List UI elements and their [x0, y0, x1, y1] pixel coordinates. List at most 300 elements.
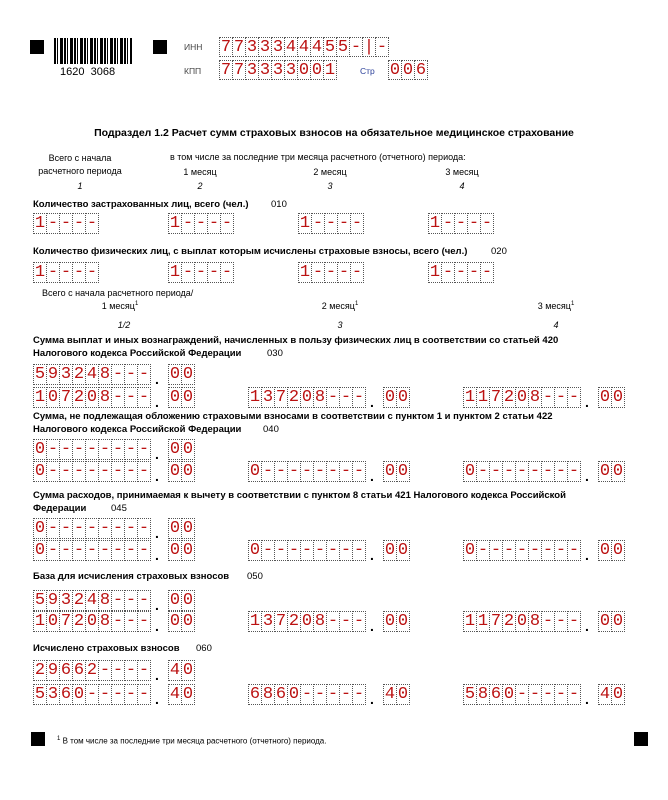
char-cell: -: [351, 214, 363, 233]
char-cell: -: [275, 462, 287, 481]
char-cell: -: [568, 388, 580, 407]
char-cell: -: [99, 440, 111, 459]
footnote-ref: 1: [354, 301, 359, 307]
char-cell: -: [125, 440, 137, 459]
char-cell: -: [503, 541, 515, 560]
char-cell: 0: [34, 440, 46, 459]
mid-col3-month: [496, 301, 616, 311]
char-cell: -: [340, 612, 352, 631]
char-cell: -: [221, 214, 233, 233]
char-cell: -: [125, 685, 137, 704]
decimal-point: .: [155, 667, 159, 683]
row-010-col4[interactable]: [428, 213, 494, 234]
char-cell: -: [125, 541, 137, 560]
char-cell: 0: [599, 462, 611, 481]
char-cell: 0: [182, 462, 194, 481]
char-cell: -: [138, 591, 150, 610]
char-cell: 0: [397, 462, 409, 481]
char-cell: -: [325, 214, 337, 233]
char-cell: 0: [384, 541, 396, 560]
amount-integer[interactable]: [33, 364, 151, 385]
char-cell: -: [503, 462, 515, 481]
char-cell: -: [138, 685, 150, 704]
month1-header: 1 месяц: [183, 167, 217, 177]
char-cell: -: [288, 541, 300, 560]
char-cell: 0: [169, 519, 181, 538]
char-cell: -: [125, 462, 137, 481]
char-cell: 8: [477, 685, 489, 704]
barcode-right-digits: 3068: [90, 66, 116, 78]
char-cell: 0: [397, 388, 409, 407]
decimal-point: .: [155, 468, 159, 484]
char-cell: 2: [86, 661, 98, 680]
char-cell: -: [314, 685, 326, 704]
char-cell: -: [73, 519, 85, 538]
char-cell: 8: [262, 685, 274, 704]
char-cell: -: [86, 462, 98, 481]
row-030-label-line1: Сумма выплат и иных вознаграждений, начисленных в пользу физических лиц в соответствии со статьей 420: [33, 335, 559, 346]
char-cell: -: [138, 365, 150, 384]
char-cell: -: [327, 685, 339, 704]
char-cell: -: [351, 263, 363, 282]
char-cell: 0: [47, 612, 59, 631]
row-010-col3[interactable]: [298, 213, 364, 234]
char-cell: -: [60, 462, 72, 481]
corner-marker: [634, 732, 648, 746]
char-cell: 6: [415, 61, 427, 80]
char-cell: 0: [311, 61, 323, 80]
char-cell: 7: [490, 388, 502, 407]
amount-integer[interactable]: [33, 439, 151, 460]
char-cell: 4: [298, 38, 310, 57]
footnote-ref: 1: [570, 301, 575, 307]
page-cells[interactable]: [388, 60, 428, 80]
char-cell: -: [112, 365, 124, 384]
row-010-col1[interactable]: [33, 213, 99, 234]
amount-fraction[interactable]: [598, 611, 625, 632]
amount-fraction[interactable]: [598, 684, 625, 705]
char-cell: 1: [464, 612, 476, 631]
char-cell: 1: [429, 214, 441, 233]
decimal-point: .: [370, 547, 374, 563]
char-cell: -: [340, 685, 352, 704]
amount-integer[interactable]: [463, 387, 581, 408]
decimal-point: .: [585, 547, 589, 563]
char-cell: 1: [34, 612, 46, 631]
char-cell: -: [47, 519, 59, 538]
amount-integer[interactable]: [33, 590, 151, 611]
row-050-label: База для исчисления страховых взносов: [33, 571, 230, 582]
char-cell: 0: [73, 685, 85, 704]
char-cell: 6: [275, 685, 287, 704]
mid-col2-month: [280, 301, 400, 311]
char-cell: -: [327, 462, 339, 481]
inn-cells[interactable]: [219, 37, 389, 57]
char-cell: -: [516, 685, 528, 704]
char-cell: -: [301, 685, 313, 704]
char-cell: -: [112, 612, 124, 631]
decimal-point: .: [585, 394, 589, 410]
row-040-label-line2: Налогового кодекса Российской Федерации: [33, 424, 242, 435]
char-cell: -: [138, 612, 150, 631]
char-cell: 3: [60, 591, 72, 610]
char-cell: -: [138, 440, 150, 459]
char-cell: -: [182, 263, 194, 282]
row-020-col2[interactable]: [168, 262, 234, 283]
char-cell: 6: [60, 661, 72, 680]
char-cell: 5: [337, 38, 349, 57]
char-cell: 0: [47, 388, 59, 407]
char-cell: -: [555, 462, 567, 481]
row-020-col3[interactable]: [298, 262, 364, 283]
char-cell: -: [73, 214, 85, 233]
char-cell: -: [350, 38, 362, 57]
amount-fraction[interactable]: [383, 684, 410, 705]
char-cell: 4: [311, 38, 323, 57]
char-cell: 7: [275, 388, 287, 407]
char-cell: -: [477, 541, 489, 560]
char-cell: 1: [249, 388, 261, 407]
char-cell: -: [568, 541, 580, 560]
char-cell: 0: [612, 685, 624, 704]
amount-integer[interactable]: [248, 611, 366, 632]
kpp-cells[interactable]: [219, 60, 337, 80]
char-cell: -: [99, 519, 111, 538]
char-cell: -: [338, 263, 350, 282]
char-cell: -: [60, 440, 72, 459]
char-cell: -: [112, 440, 124, 459]
char-cell: -: [47, 440, 59, 459]
decimal-point: .: [585, 618, 589, 634]
char-cell: -: [468, 263, 480, 282]
amount-fraction[interactable]: [168, 364, 195, 385]
char-cell: 3: [60, 365, 72, 384]
char-cell: 1: [429, 263, 441, 282]
amount-integer[interactable]: [463, 611, 581, 632]
decimal-point: .: [155, 618, 159, 634]
char-cell: 8: [314, 612, 326, 631]
char-cell: -: [86, 263, 98, 282]
char-cell: -: [138, 661, 150, 680]
mid-col2-month-text: 2 месяц: [321, 301, 355, 311]
char-cell: -: [47, 462, 59, 481]
char-cell: -: [60, 214, 72, 233]
char-cell: 0: [599, 541, 611, 560]
char-cell: 3: [272, 61, 284, 80]
amount-integer[interactable]: [33, 540, 151, 561]
char-cell: -: [138, 388, 150, 407]
page-label: Стр: [360, 66, 375, 76]
char-cell: -: [340, 541, 352, 560]
char-cell: 6: [490, 685, 502, 704]
char-cell: 2: [34, 661, 46, 680]
char-cell: 0: [464, 462, 476, 481]
char-cell: -: [327, 388, 339, 407]
char-cell: 7: [233, 61, 245, 80]
char-cell: -: [60, 519, 72, 538]
char-cell: -: [262, 462, 274, 481]
char-cell: -: [353, 462, 365, 481]
char-cell: 4: [86, 591, 98, 610]
char-cell: 0: [464, 541, 476, 560]
char-cell: 5: [34, 591, 46, 610]
decimal-point: .: [155, 547, 159, 563]
char-cell: 1: [477, 612, 489, 631]
row-010-label: Количество застрахованных лиц, всего (чел.): [33, 199, 249, 210]
char-cell: 0: [384, 612, 396, 631]
char-cell: -: [455, 263, 467, 282]
char-cell: -: [542, 541, 554, 560]
char-cell: -: [376, 38, 388, 57]
char-cell: -: [568, 462, 580, 481]
barcode-number: [58, 66, 117, 78]
amount-fraction[interactable]: [168, 461, 195, 482]
char-cell: 2: [73, 388, 85, 407]
char-cell: -: [529, 541, 541, 560]
barcode-left-digits: 1620: [60, 66, 85, 78]
char-cell: -: [60, 541, 72, 560]
col1-header-line2: расчетного периода: [38, 166, 122, 176]
char-cell: 0: [182, 440, 194, 459]
amount-fraction[interactable]: [383, 387, 410, 408]
row-020-col1[interactable]: [33, 262, 99, 283]
amount-fraction[interactable]: [168, 518, 195, 539]
mid-col3-number: 4: [553, 320, 559, 330]
amount-integer[interactable]: [248, 461, 366, 482]
char-cell: 2: [73, 591, 85, 610]
amount-fraction[interactable]: [168, 439, 195, 460]
char-cell: 1: [249, 612, 261, 631]
char-cell: 0: [182, 541, 194, 560]
char-cell: 9: [47, 591, 59, 610]
decimal-point: .: [370, 394, 374, 410]
char-cell: 7: [220, 61, 232, 80]
mid-col2-number: 3: [337, 320, 343, 330]
amount-fraction[interactable]: [383, 461, 410, 482]
char-cell: -: [455, 214, 467, 233]
char-cell: -: [125, 661, 137, 680]
char-cell: -: [490, 541, 502, 560]
char-cell: 1: [34, 214, 46, 233]
char-cell: 0: [301, 612, 313, 631]
char-cell: 0: [612, 612, 624, 631]
section-title: Подраздел 1.2 Расчет сумм страховых взносов на обязательное медицинское страхование: [94, 127, 574, 139]
char-cell: 4: [169, 661, 181, 680]
col1-header-line1: Всего с начала: [48, 153, 112, 163]
char-cell: -: [490, 462, 502, 481]
char-cell: -: [353, 388, 365, 407]
char-cell: -: [125, 388, 137, 407]
inn-label: ИНН: [184, 42, 203, 52]
char-cell: 7: [233, 38, 245, 57]
char-cell: 3: [285, 61, 297, 80]
char-cell: 2: [503, 612, 515, 631]
amount-integer[interactable]: [33, 611, 151, 632]
char-cell: 0: [182, 388, 194, 407]
char-cell: 0: [599, 388, 611, 407]
char-cell: 1: [34, 388, 46, 407]
mid-col1-month-text: 1 месяц: [101, 301, 135, 311]
amount-integer[interactable]: [248, 387, 366, 408]
char-cell: 4: [169, 685, 181, 704]
char-cell: -: [86, 685, 98, 704]
char-cell: 0: [169, 365, 181, 384]
amount-integer[interactable]: [33, 660, 151, 681]
char-cell: 0: [516, 388, 528, 407]
row-020-col4[interactable]: [428, 262, 494, 283]
char-cell: 1: [299, 214, 311, 233]
decimal-point: .: [585, 691, 589, 707]
char-cell: 0: [182, 612, 194, 631]
char-cell: -: [195, 263, 207, 282]
char-cell: 8: [529, 612, 541, 631]
char-cell: -: [468, 214, 480, 233]
char-cell: 1: [299, 263, 311, 282]
amount-fraction[interactable]: [168, 540, 195, 561]
char-cell: 4: [599, 685, 611, 704]
char-cell: 0: [86, 612, 98, 631]
amount-fraction[interactable]: [383, 611, 410, 632]
char-cell: -: [138, 519, 150, 538]
char-cell: 5: [34, 685, 46, 704]
row-045-code: 045: [111, 503, 127, 514]
char-cell: -: [327, 612, 339, 631]
char-cell: 0: [397, 541, 409, 560]
char-cell: -: [112, 661, 124, 680]
char-cell: 0: [612, 388, 624, 407]
amount-fraction[interactable]: [168, 684, 195, 705]
char-cell: 4: [285, 38, 297, 57]
char-cell: 0: [169, 440, 181, 459]
char-cell: 0: [182, 519, 194, 538]
char-cell: -: [314, 541, 326, 560]
char-cell: 7: [490, 612, 502, 631]
char-cell: 8: [314, 388, 326, 407]
row-045-label-line2: Федерации: [33, 503, 87, 514]
char-cell: 8: [99, 591, 111, 610]
amount-fraction[interactable]: [168, 387, 195, 408]
decimal-point: .: [370, 691, 374, 707]
char-cell: 0: [182, 365, 194, 384]
char-cell: 7: [60, 612, 72, 631]
corner-marker: [153, 40, 167, 54]
char-cell: -: [262, 541, 274, 560]
col1-number: 1: [77, 181, 83, 191]
amount-fraction[interactable]: [168, 611, 195, 632]
char-cell: -: [301, 462, 313, 481]
row-060-code: 060: [196, 643, 212, 654]
char-cell: -: [529, 685, 541, 704]
char-cell: 0: [169, 591, 181, 610]
row-010-col2[interactable]: [168, 213, 234, 234]
char-cell: 8: [529, 388, 541, 407]
mid-col3-month-text: 3 месяц: [537, 301, 571, 311]
amount-fraction[interactable]: [168, 590, 195, 611]
char-cell: -: [555, 612, 567, 631]
char-cell: 0: [389, 61, 401, 80]
char-cell: -: [86, 440, 98, 459]
char-cell: 0: [249, 541, 261, 560]
char-cell: -: [73, 462, 85, 481]
char-cell: -: [481, 214, 493, 233]
char-cell: 1: [169, 263, 181, 282]
amount-integer[interactable]: [463, 461, 581, 482]
amount-integer[interactable]: [463, 540, 581, 561]
char-cell: -: [99, 462, 111, 481]
amount-integer[interactable]: [248, 540, 366, 561]
char-cell: -: [516, 462, 528, 481]
decimal-point: .: [155, 525, 159, 541]
char-cell: 3: [259, 61, 271, 80]
amount-integer[interactable]: [463, 684, 581, 705]
char-cell: -: [529, 462, 541, 481]
row-050-code: 050: [247, 571, 263, 582]
decimal-point: .: [585, 468, 589, 484]
char-cell: -: [138, 462, 150, 481]
char-cell: 0: [397, 685, 409, 704]
char-cell: -: [516, 541, 528, 560]
char-cell: 0: [503, 685, 515, 704]
decimal-point: .: [155, 597, 159, 613]
char-cell: 2: [288, 612, 300, 631]
char-cell: -: [112, 462, 124, 481]
row-045-label-line1: Сумма расходов, принимаемая к вычету в соответствии с пунктом 8 статьи 421 Налогового кодекса Российской: [33, 490, 566, 501]
amount-integer[interactable]: [248, 684, 366, 705]
char-cell: 3: [246, 61, 258, 80]
char-cell: -: [325, 263, 337, 282]
char-cell: 3: [272, 38, 284, 57]
char-cell: 7: [275, 612, 287, 631]
char-cell: 0: [249, 462, 261, 481]
char-cell: -: [73, 541, 85, 560]
char-cell: 9: [47, 661, 59, 680]
char-cell: -: [338, 214, 350, 233]
amount-integer[interactable]: [33, 684, 151, 705]
char-cell: -: [112, 388, 124, 407]
char-cell: -: [442, 263, 454, 282]
char-cell: -: [99, 661, 111, 680]
row-040-label-line1: Сумма, не подлежащая обложению страховыми взносами в соответствии с пунктом 1 и пунктом 2 статьи 422: [33, 411, 553, 422]
char-cell: -: [86, 519, 98, 538]
char-cell: -: [568, 612, 580, 631]
char-cell: -: [125, 365, 137, 384]
char-cell: -: [542, 612, 554, 631]
amount-fraction[interactable]: [383, 540, 410, 561]
amount-integer[interactable]: [33, 518, 151, 539]
amount-fraction[interactable]: [598, 540, 625, 561]
decimal-point: .: [370, 468, 374, 484]
row-010-code: 010: [271, 199, 287, 210]
char-cell: -: [112, 685, 124, 704]
char-cell: 0: [612, 462, 624, 481]
char-cell: -: [555, 685, 567, 704]
mid-col1-number: 1/2: [117, 320, 131, 330]
footnote-marker: 1: [57, 736, 61, 742]
char-cell: 9: [47, 365, 59, 384]
amount-integer[interactable]: [33, 387, 151, 408]
amount-fraction[interactable]: [168, 660, 195, 681]
char-cell: 0: [402, 61, 414, 80]
char-cell: -: [314, 462, 326, 481]
amount-fraction[interactable]: [598, 387, 625, 408]
char-cell: -: [221, 263, 233, 282]
char-cell: 0: [384, 462, 396, 481]
char-cell: -: [73, 440, 85, 459]
month3-number: 4: [459, 181, 465, 191]
amount-integer[interactable]: [33, 461, 151, 482]
month2-header: 2 месяц: [313, 167, 347, 177]
amount-fraction[interactable]: [598, 461, 625, 482]
